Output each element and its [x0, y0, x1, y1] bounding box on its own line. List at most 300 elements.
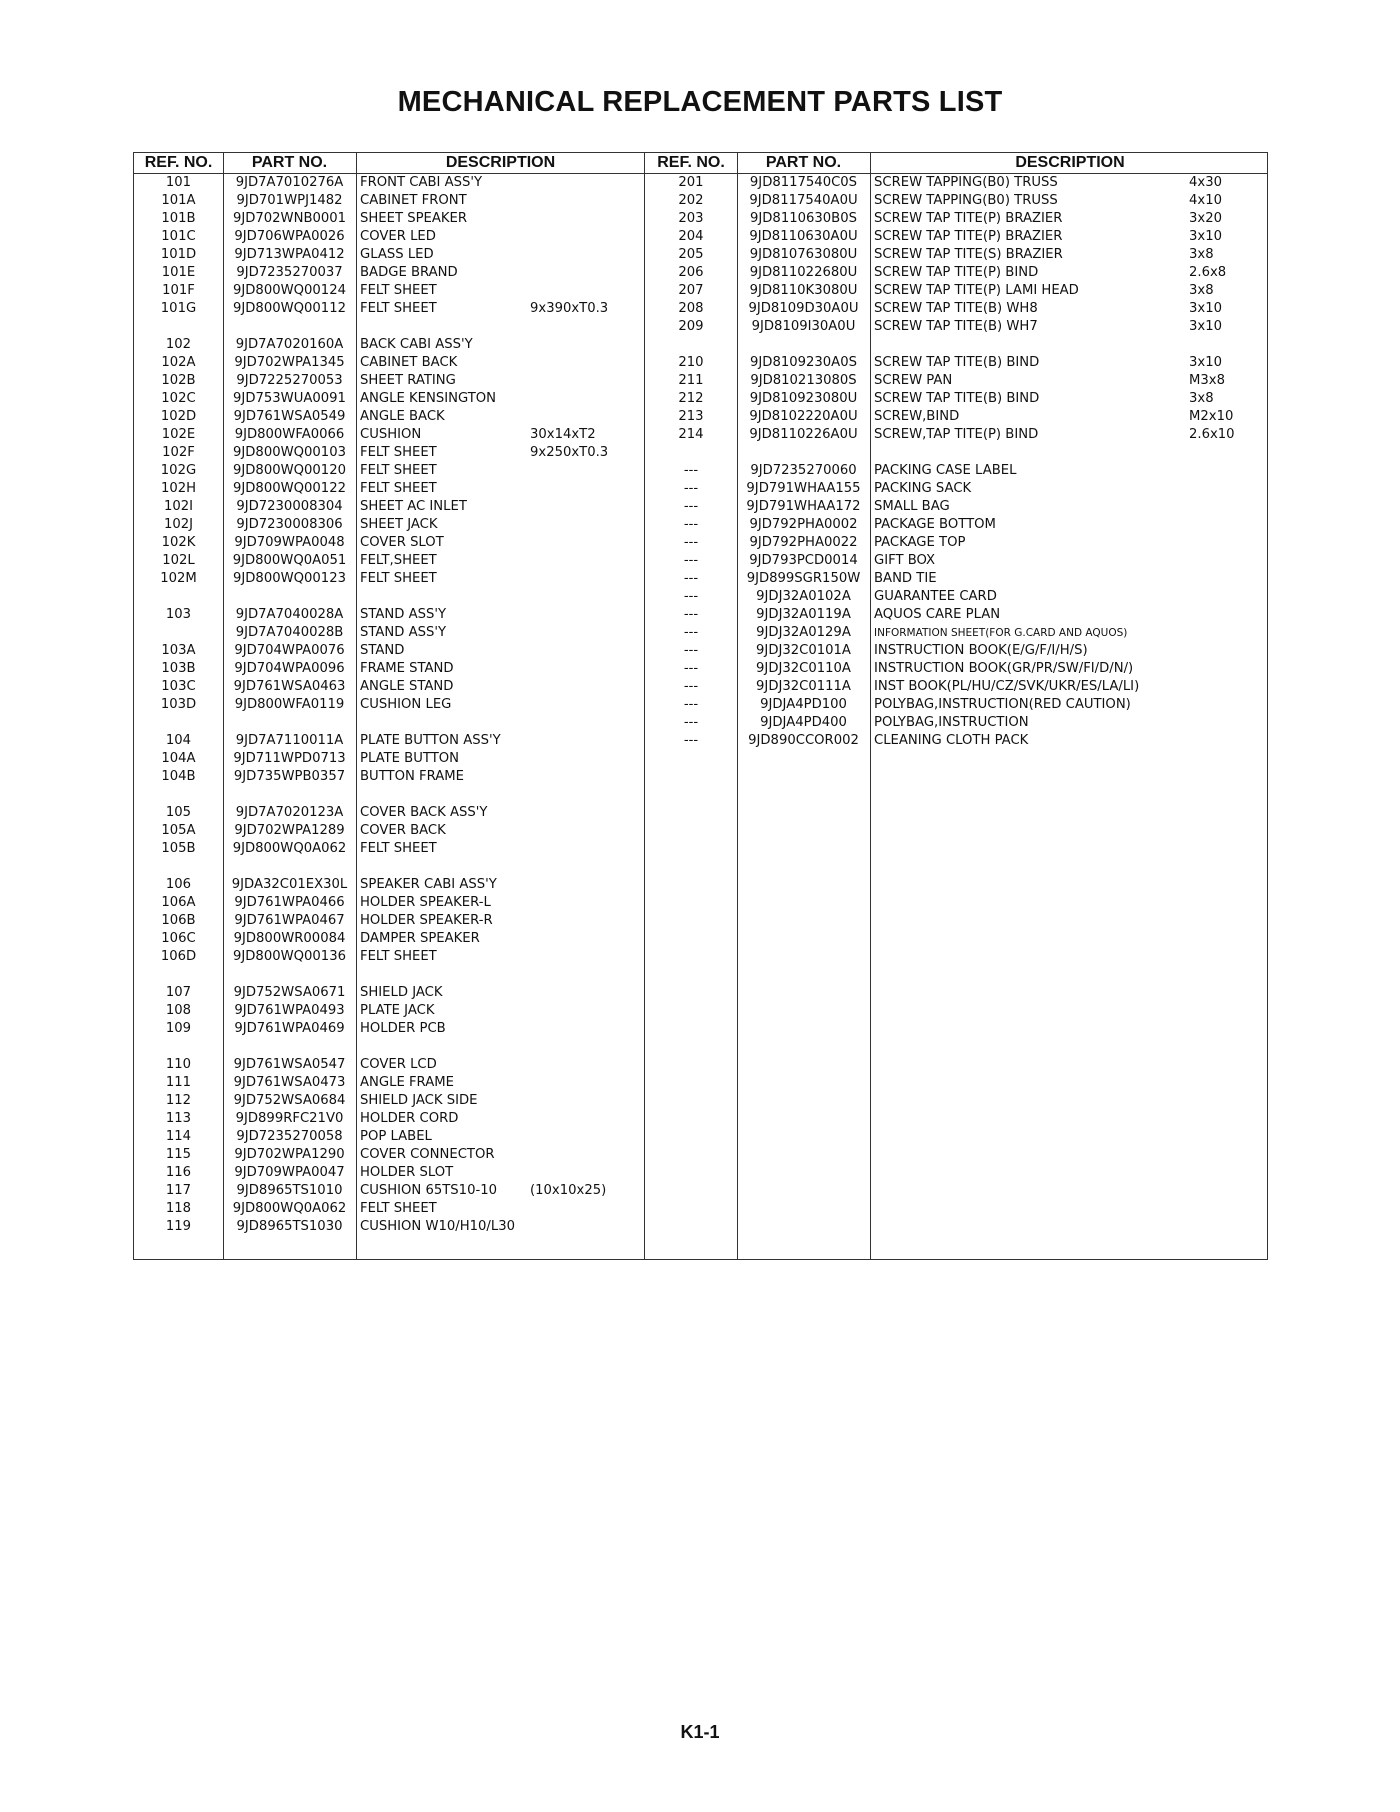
spec-cell: 30x14xT2	[530, 427, 596, 442]
table-row	[645, 228, 1267, 246]
description-cell: FELT SHEET	[360, 283, 437, 298]
table-row	[134, 372, 644, 390]
table-row	[134, 1110, 644, 1128]
description-cell: DAMPER SPEAKER	[360, 931, 480, 946]
table-row	[134, 1092, 644, 1110]
table-body	[645, 174, 1267, 750]
table-row	[134, 894, 644, 912]
part-no-cell: 9JD706WPA0026	[234, 229, 345, 244]
description-cell: SCREW TAP TITE(B) BIND	[874, 391, 1040, 406]
ref-no-cell: ---	[683, 571, 699, 586]
description-cell: HOLDER SPEAKER-R	[360, 913, 493, 928]
table-row	[134, 264, 644, 282]
part-no-cell: 9JD761WSA0463	[233, 679, 346, 694]
part-no-cell: 9JD7A7040028A	[235, 607, 344, 622]
description-cell: CABINET BACK	[360, 355, 458, 370]
table-row	[645, 696, 1267, 714]
table-row	[134, 822, 644, 840]
part-no-cell: 9JD7225270053	[236, 373, 343, 388]
table-row	[134, 1128, 644, 1146]
description-cell: FELT SHEET	[360, 301, 437, 316]
part-no-cell: 9JD800WQ00123	[233, 571, 346, 586]
part-no-cell: 9JD709WPA0047	[234, 1165, 345, 1180]
ref-no-cell: 205	[678, 247, 704, 262]
part-no-cell: 9JD811022680U	[749, 265, 858, 280]
table-body	[134, 174, 644, 1236]
part-no-cell: 9JD800WQ00124	[233, 283, 346, 298]
description-cell: HOLDER SPEAKER-L	[360, 895, 491, 910]
description-cell: HOLDER CORD	[360, 1111, 459, 1126]
table-row	[134, 534, 644, 552]
description-cell: FRONT CABI ASS'Y	[360, 175, 483, 190]
part-no-cell: 9JD800WQ00122	[233, 481, 346, 496]
description-cell: INSTRUCTION BOOK(GR/PR/SW/FI/D/N/)	[874, 661, 1134, 676]
ref-no-cell: 104B	[161, 769, 196, 784]
part-no-cell: 9JD792PHA0002	[749, 517, 858, 532]
description-cell: INFORMATION SHEET(FOR G.CARD AND AQUOS)	[874, 627, 1128, 639]
part-no-cell: 9JDA32C01EX30L	[231, 877, 348, 892]
ref-no-cell: 213	[678, 409, 704, 424]
ref-no-cell: 115	[165, 1147, 192, 1162]
description-cell: AQUOS CARE PLAN	[874, 607, 1001, 622]
description-cell: SCREW TAP TITE(S) BRAZIER	[874, 247, 1063, 262]
part-no-cell: 9JD753WUA0091	[233, 391, 346, 406]
description-cell: FELT SHEET	[360, 841, 437, 856]
table-row	[134, 858, 644, 876]
part-no-cell: 9JD7235270037	[236, 265, 343, 280]
ref-no-cell: ---	[683, 463, 699, 478]
spec-cell: 3x8	[1189, 391, 1214, 406]
ref-no-cell: 101E	[161, 265, 196, 280]
table-header	[134, 152, 644, 174]
ref-no-cell: 106	[165, 877, 192, 892]
part-no-cell: 9JD899RFC21V0	[235, 1111, 344, 1126]
description-cell: BADGE BRAND	[360, 265, 458, 280]
part-no-cell: 9JD702WNB0001	[232, 211, 347, 226]
ref-no-cell: ---	[683, 553, 699, 568]
ref-no-cell: 102L	[162, 553, 195, 568]
spec-cell: 3x10	[1189, 319, 1222, 334]
header-part-no: PART NO.	[765, 154, 842, 171]
ref-no-cell: 209	[678, 319, 704, 334]
table-row	[645, 588, 1267, 606]
table-row	[645, 462, 1267, 480]
table-row	[134, 354, 644, 372]
table-row	[645, 732, 1267, 750]
description-cell: COVER LCD	[360, 1057, 437, 1072]
part-no-cell: 9JD800WQ00112	[233, 301, 346, 316]
description-cell: COVER CONNECTOR	[360, 1147, 495, 1162]
description-cell: SHEET RATING	[360, 373, 456, 388]
ref-no-cell: 103	[165, 607, 192, 622]
part-no-cell: 9JDJA4PD100	[760, 697, 847, 712]
part-no-cell: 9JD7235270058	[236, 1129, 343, 1144]
part-no-cell: 9JD800WQ0A062	[232, 841, 347, 856]
ref-no-cell: 108	[165, 1003, 192, 1018]
table-row	[134, 408, 644, 426]
part-no-cell: 9JD7A7020160A	[235, 337, 344, 352]
table-row	[645, 246, 1267, 264]
ref-no-cell: ---	[683, 715, 699, 730]
table-row	[134, 804, 644, 822]
ref-no-cell: 105B	[161, 841, 196, 856]
ref-no-cell: ---	[683, 697, 699, 712]
ref-no-cell: ---	[683, 679, 699, 694]
part-no-cell: 9JD800WR00084	[233, 931, 346, 946]
description-cell: FELT SHEET	[360, 463, 437, 478]
description-cell: PLATE JACK	[360, 1003, 435, 1018]
part-no-cell: 9JD8117540C0S	[749, 175, 858, 190]
description-cell: PLATE BUTTON	[360, 751, 460, 766]
ref-no-cell: 103A	[161, 643, 196, 658]
table-row	[645, 642, 1267, 660]
table-row	[645, 318, 1267, 336]
ref-no-cell: 114	[165, 1129, 192, 1144]
ref-no-cell: 102E	[161, 427, 196, 442]
ref-no-cell: 207	[678, 283, 704, 298]
table-row	[645, 264, 1267, 282]
table-row	[645, 444, 1267, 462]
table-row	[134, 174, 644, 192]
page-title: MECHANICAL REPLACEMENT PARTS LIST	[397, 86, 1003, 118]
table-row	[645, 498, 1267, 516]
table-row	[645, 552, 1267, 570]
description-cell: SCREW TAP TITE(B) WH7	[874, 319, 1038, 334]
ref-no-cell: 118	[165, 1201, 192, 1216]
ref-no-cell: 102	[165, 337, 192, 352]
ref-no-cell: 204	[678, 229, 704, 244]
description-cell: SHIELD JACK	[360, 985, 443, 1000]
ref-no-cell: 117	[165, 1183, 192, 1198]
header-ref-no: REF. NO.	[657, 154, 725, 171]
ref-no-cell: 105	[165, 805, 192, 820]
ref-no-cell: 104A	[161, 751, 196, 766]
ref-no-cell: 106C	[161, 931, 196, 946]
description-cell: FELT SHEET	[360, 949, 437, 964]
table-row	[645, 624, 1267, 642]
description-cell: HOLDER PCB	[360, 1021, 446, 1036]
table-row	[134, 930, 644, 948]
ref-no-cell: ---	[683, 661, 699, 676]
part-no-cell: 9JD702WPA1289	[234, 823, 345, 838]
table-row	[134, 192, 644, 210]
table-row	[134, 228, 644, 246]
table-row	[134, 840, 644, 858]
table-row	[645, 570, 1267, 588]
description-cell: SCREW TAP TITE(B) BIND	[874, 355, 1040, 370]
part-no-cell: 9JDJ32C0101A	[756, 643, 851, 658]
description-cell: PACKING CASE LABEL	[874, 463, 1017, 478]
table-row	[134, 966, 644, 984]
table-row	[134, 642, 644, 660]
ref-no-cell: 102K	[161, 535, 196, 550]
table-row	[134, 426, 644, 444]
description-cell: BACK CABI ASS'Y	[360, 337, 473, 352]
description-cell: CUSHION LEG	[360, 697, 452, 712]
ref-no-cell: ---	[683, 481, 699, 496]
ref-no-cell: 102F	[162, 445, 195, 460]
ref-no-cell: ---	[683, 625, 699, 640]
ref-no-cell: 101C	[161, 229, 196, 244]
description-cell: PACKAGE BOTTOM	[874, 517, 996, 532]
description-cell: SCREW,BIND	[874, 409, 960, 424]
description-cell: POP LABEL	[360, 1129, 432, 1144]
part-no-cell: 9JDJA4PD400	[760, 715, 847, 730]
ref-no-cell: 102D	[160, 409, 197, 424]
ref-no-cell: 102H	[160, 481, 197, 496]
description-cell: CABINET FRONT	[360, 193, 467, 208]
spec-cell: 4x10	[1189, 193, 1222, 208]
description-cell: SCREW PAN	[874, 373, 953, 388]
ref-no-cell: ---	[683, 733, 699, 748]
table-row	[645, 678, 1267, 696]
description-cell: POLYBAG,INSTRUCTION	[874, 715, 1029, 730]
parts-table-left	[133, 152, 644, 1260]
part-no-cell: 9JD800WFA0119	[234, 697, 345, 712]
part-no-cell: 9JDJ32A0102A	[756, 589, 851, 604]
part-no-cell: 9JD800WQ0A062	[232, 1201, 347, 1216]
part-no-cell: 9JD761WSA0549	[233, 409, 346, 424]
part-no-cell: 9JD890CCOR002	[748, 733, 859, 748]
ref-no-cell: 214	[678, 427, 704, 442]
page-number: K1-1	[680, 1722, 720, 1742]
table-row	[645, 390, 1267, 408]
table-row	[134, 984, 644, 1002]
description-cell: CUSHION 65TS10-10	[360, 1183, 498, 1198]
part-no-cell: 9JD791WHAA155	[746, 481, 861, 496]
table-row	[134, 1146, 644, 1164]
table-row	[134, 210, 644, 228]
part-no-cell: 9JD704WPA0096	[234, 661, 345, 676]
part-no-cell: 9JD704WPA0076	[234, 643, 345, 658]
table-row	[134, 1074, 644, 1092]
description-cell: CUSHION	[360, 427, 422, 442]
part-no-cell: 9JD7A7110011A	[235, 733, 344, 748]
description-cell: CUSHION W10/H10/L30	[360, 1219, 516, 1234]
ref-no-cell: 102G	[160, 463, 197, 478]
part-no-cell: 9JD8102220A0U	[749, 409, 858, 424]
description-cell: HOLDER SLOT	[360, 1165, 454, 1180]
ref-no-cell: 105A	[161, 823, 196, 838]
description-cell: ANGLE KENSINGTON	[360, 391, 496, 406]
ref-no-cell: ---	[683, 535, 699, 550]
part-no-cell: 9JD7A7040028B	[235, 625, 344, 640]
description-cell: BAND TIE	[874, 571, 937, 586]
part-no-cell: 9JD7A7020123A	[235, 805, 344, 820]
part-no-cell: 9JD800WQ0A051	[232, 553, 347, 568]
description-cell: PACKING SACK	[874, 481, 972, 496]
header-description: DESCRIPTION	[445, 154, 556, 171]
description-cell: SHEET JACK	[360, 517, 438, 532]
description-cell: STAND ASS'Y	[360, 625, 447, 640]
ref-no-cell: 112	[165, 1093, 192, 1108]
part-no-cell: 9JD8965TS1030	[236, 1219, 343, 1234]
header-part-no: PART NO.	[251, 154, 328, 171]
table-row	[134, 1002, 644, 1020]
table-row	[134, 1164, 644, 1182]
part-no-cell: 9JD761WPA0469	[234, 1021, 345, 1036]
part-no-cell: 9JD701WPJ1482	[236, 193, 343, 208]
table-row	[134, 624, 644, 642]
table-row	[134, 588, 644, 606]
table-header	[645, 152, 1267, 174]
description-cell: SHEET SPEAKER	[360, 211, 468, 226]
spec-cell: 9x250xT0.3	[530, 445, 609, 460]
part-no-cell: 9JD800WFA0066	[234, 427, 345, 442]
description-cell: PACKAGE TOP	[874, 535, 966, 550]
description-cell: PLATE BUTTON ASS'Y	[360, 733, 501, 748]
description-cell: INST BOOK(PL/HU/CZ/SVK/UKR/ES/LA/LI)	[874, 679, 1140, 694]
parts-table-right	[644, 152, 1268, 1260]
header-description: DESCRIPTION	[1015, 154, 1125, 171]
table-row	[134, 948, 644, 966]
part-no-cell: 9JDJ32C0111A	[756, 679, 851, 694]
table-row	[645, 300, 1267, 318]
table-row	[134, 750, 644, 768]
description-cell: COVER LED	[360, 229, 436, 244]
table-row	[134, 1056, 644, 1074]
description-cell: GUARANTEE CARD	[874, 589, 997, 604]
ref-no-cell: 101	[165, 175, 192, 190]
spec-cell: M3x8	[1189, 373, 1225, 388]
part-no-cell: 9JD810923080U	[749, 391, 858, 406]
ref-no-cell: 101F	[162, 283, 195, 298]
table-row	[645, 534, 1267, 552]
table-row	[134, 696, 644, 714]
part-no-cell: 9JD761WSA0547	[233, 1057, 346, 1072]
ref-no-cell: 211	[678, 373, 704, 388]
description-cell: SCREW TAPPING(B0) TRUSS	[874, 193, 1058, 208]
table-row	[134, 318, 644, 336]
ref-no-cell: 102A	[161, 355, 196, 370]
table-row	[645, 282, 1267, 300]
description-cell: GIFT BOX	[874, 553, 936, 568]
description-cell: CLEANING CLOTH PACK	[874, 733, 1029, 748]
description-cell: FELT SHEET	[360, 481, 437, 496]
part-no-cell: 9JD761WPA0467	[234, 913, 345, 928]
table-row	[134, 336, 644, 354]
ref-no-cell: 110	[165, 1057, 192, 1072]
ref-no-cell: 201	[678, 175, 704, 190]
table-row	[134, 786, 644, 804]
ref-no-cell: 103C	[161, 679, 196, 694]
ref-no-cell: 102I	[163, 499, 194, 514]
table-row	[645, 336, 1267, 354]
description-cell: SCREW TAPPING(B0) TRUSS	[874, 175, 1058, 190]
part-no-cell: 9JD713WPA0412	[234, 247, 345, 262]
table-row	[645, 174, 1267, 192]
table-row	[134, 1200, 644, 1218]
table-row	[134, 1182, 644, 1200]
spec-cell: 3x20	[1189, 211, 1222, 226]
description-cell: SMALL BAG	[874, 499, 950, 514]
part-no-cell: 9JD702WPA1345	[234, 355, 345, 370]
description-cell: BUTTON FRAME	[360, 769, 464, 784]
part-no-cell: 9JD800WQ00120	[233, 463, 346, 478]
ref-no-cell: 101G	[160, 301, 197, 316]
part-no-cell: 9JD761WSA0473	[233, 1075, 346, 1090]
part-no-cell: 9JD702WPA1290	[234, 1147, 345, 1162]
description-cell: SPEAKER CABI ASS'Y	[360, 877, 497, 892]
table-row	[134, 300, 644, 318]
description-cell: STAND	[360, 643, 405, 658]
part-no-cell: 9JD735WPB0357	[233, 769, 346, 784]
ref-no-cell: 111	[165, 1075, 192, 1090]
table-row	[645, 606, 1267, 624]
table-row	[645, 372, 1267, 390]
part-no-cell: 9JD8109D30A0U	[748, 301, 859, 316]
spec-cell: 3x10	[1189, 229, 1222, 244]
spec-cell: 2.6x8	[1189, 265, 1227, 280]
ref-no-cell: 107	[165, 985, 192, 1000]
part-no-cell: 9JD709WPA0048	[234, 535, 345, 550]
part-no-cell: 9JD752WSA0684	[233, 1093, 346, 1108]
spec-cell: (10x10x25)	[530, 1183, 607, 1198]
description-cell: SCREW TAP TITE(P) BRAZIER	[874, 211, 1063, 226]
description-cell: SCREW TAP TITE(P) LAMI HEAD	[874, 283, 1079, 298]
table-row	[134, 516, 644, 534]
ref-no-cell: 103D	[160, 697, 197, 712]
ref-no-cell: 119	[165, 1219, 192, 1234]
table-row	[645, 426, 1267, 444]
table-row	[134, 390, 644, 408]
description-cell: FELT,SHEET	[360, 553, 437, 568]
table-row	[134, 876, 644, 894]
part-no-cell: 9JD800WQ00103	[233, 445, 346, 460]
part-no-cell: 9JD810763080U	[749, 247, 858, 262]
table-row	[134, 498, 644, 516]
spec-cell: 3x10	[1189, 355, 1222, 370]
ref-no-cell: 208	[678, 301, 704, 316]
part-no-cell: 9JD7A7010276A	[235, 175, 344, 190]
ref-no-cell: 210	[678, 355, 704, 370]
description-cell: SHEET AC INLET	[360, 499, 467, 514]
part-no-cell: 9JD793PCD0014	[749, 553, 858, 568]
table-row	[134, 912, 644, 930]
ref-no-cell: 109	[165, 1021, 192, 1036]
ref-no-cell: 106D	[160, 949, 197, 964]
table-row	[134, 732, 644, 750]
part-no-cell: 9JD8110630A0U	[749, 229, 858, 244]
ref-no-cell: ---	[683, 517, 699, 532]
spec-cell: 3x8	[1189, 247, 1214, 262]
part-no-cell: 9JD8109230A0S	[750, 355, 857, 370]
part-no-cell: 9JD8117540A0U	[749, 193, 858, 208]
description-cell: SCREW TAP TITE(P) BRAZIER	[874, 229, 1063, 244]
part-no-cell: 9JD7230008304	[236, 499, 343, 514]
part-no-cell: 9JD8109I30A0U	[751, 319, 856, 334]
description-cell: FELT SHEET	[360, 1201, 437, 1216]
description-cell: ANGLE FRAME	[360, 1075, 454, 1090]
ref-no-cell: 116	[165, 1165, 192, 1180]
description-cell: COVER BACK	[360, 823, 446, 838]
part-no-cell: 9JD792PHA0022	[749, 535, 858, 550]
ref-no-cell: 102C	[161, 391, 196, 406]
description-cell: FELT SHEET	[360, 445, 437, 460]
description-cell: SCREW TAP TITE(P) BIND	[874, 265, 1039, 280]
table-row	[134, 768, 644, 786]
ref-no-cell: ---	[683, 607, 699, 622]
table-row	[645, 516, 1267, 534]
table-row	[134, 1218, 644, 1236]
table-row	[134, 282, 644, 300]
table-row	[645, 660, 1267, 678]
part-no-cell: 9JD8110K3080U	[749, 283, 858, 298]
header-ref-no: REF. NO.	[144, 154, 213, 171]
ref-no-cell: ---	[683, 589, 699, 604]
table-row	[134, 660, 644, 678]
ref-no-cell: 113	[165, 1111, 192, 1126]
